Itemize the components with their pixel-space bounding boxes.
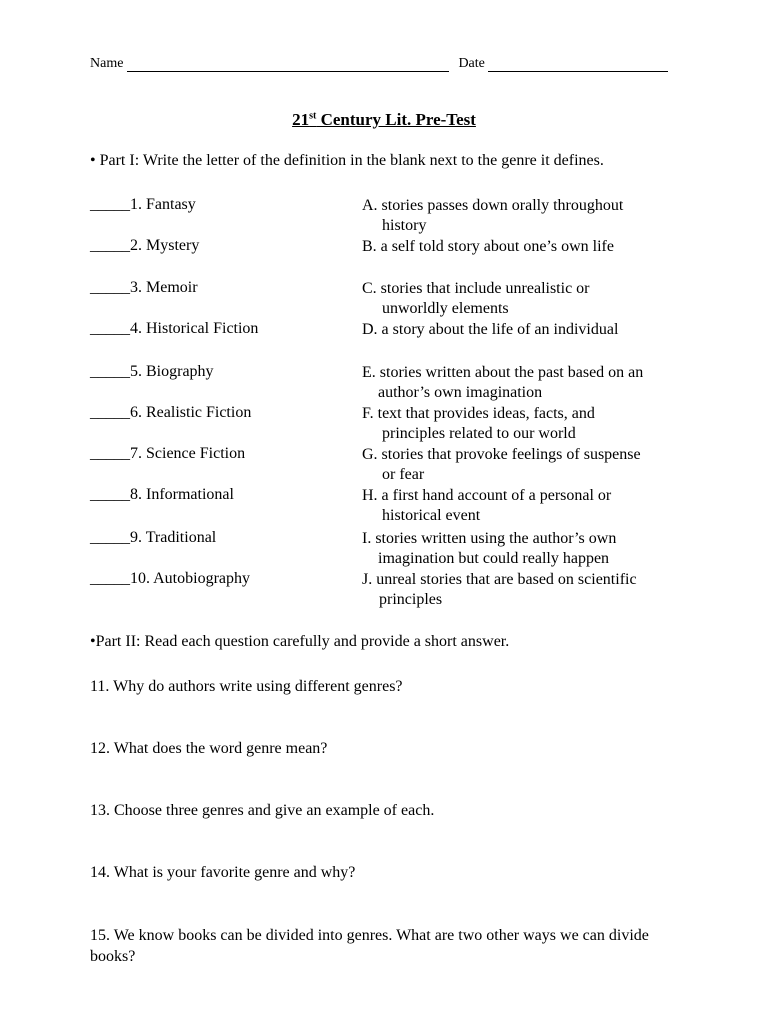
definition-item-h xyxy=(362,486,682,526)
definition-item-d xyxy=(362,320,682,340)
definition-line: I. stories written using the author’s own xyxy=(362,530,617,547)
definition-line-cont: imagination but could really happen xyxy=(378,550,610,567)
part2-instruction: •Part II: Read each question carefully and provide a short answer. xyxy=(90,633,510,650)
definition-line: H. a first hand account of a personal or xyxy=(362,487,612,504)
genre-item-8: _____8. Informational xyxy=(90,486,234,503)
definition-item-j xyxy=(362,570,682,610)
genre-item-1: _____1. Fantasy xyxy=(90,196,196,213)
definition-line: E. stories written about the past based on an xyxy=(362,364,644,381)
question-12: 12. What does the word genre mean? xyxy=(90,740,328,757)
title-number: 21 xyxy=(292,110,310,129)
genre-item-9: _____9. Traditional xyxy=(90,529,217,546)
definition-line-cont: unworldly elements xyxy=(382,300,509,317)
question-14: 14. What is your favorite genre and why? xyxy=(90,864,356,881)
title-text: Century Lit. Pre-Test xyxy=(316,110,476,129)
definition-line: B. a self told story about one’s own life xyxy=(362,238,614,255)
definition-item-c xyxy=(362,279,682,319)
genre-item-5: _____5. Biography xyxy=(90,363,214,380)
definition-line-cont: principles xyxy=(379,591,443,608)
definition-line: D. a story about the life of an individual xyxy=(362,321,619,338)
definition-line-cont: historical event xyxy=(382,507,481,524)
genre-item-3: _____3. Memoir xyxy=(90,279,198,296)
genre-item-6: _____6. Realistic Fiction xyxy=(90,404,252,421)
definition-item-g xyxy=(362,445,682,485)
question-11: 11. Why do authors write using different genres? xyxy=(90,678,403,695)
name-date-line xyxy=(90,56,690,72)
date-blank xyxy=(488,59,668,72)
page-title xyxy=(0,110,768,130)
definition-line: A. stories passes down orally throughout xyxy=(362,197,624,214)
definition-line-cont: history xyxy=(382,217,427,234)
definition-line: F. text that provides ideas, facts, and xyxy=(362,405,595,422)
question-13: 13. Choose three genres and give an example of each. xyxy=(90,802,435,819)
question-15: 15. We know books can be divided into genres. What are two other ways we can divide books? xyxy=(90,927,649,965)
part1-instruction: • Part I: Write the letter of the definition in the blank next to the genre it defines. xyxy=(90,152,604,169)
definition-item-i xyxy=(362,529,682,569)
definition-item-f xyxy=(362,404,682,444)
genre-item-4: _____4. Historical Fiction xyxy=(90,320,259,337)
date-label: Date xyxy=(458,56,485,71)
definition-line: G. stories that provoke feelings of suspense xyxy=(362,446,641,463)
genre-item-2: _____2. Mystery xyxy=(90,237,200,254)
name-blank xyxy=(127,59,449,72)
definition-line-cont: or fear xyxy=(382,466,425,483)
name-label: Name xyxy=(90,56,124,71)
definition-item-e xyxy=(362,363,682,403)
definition-item-b xyxy=(362,237,682,257)
definition-line-cont: author’s own imagination xyxy=(378,384,543,401)
definition-line: C. stories that include unrealistic or xyxy=(362,280,590,297)
title-superscript: st xyxy=(309,110,317,122)
genre-item-7: _____7. Science Fiction xyxy=(90,445,246,462)
definition-line: J. unreal stories that are based on scientific xyxy=(362,571,637,588)
genre-item-10: _____10. Autobiography xyxy=(90,570,250,587)
definition-item-a xyxy=(362,196,682,236)
definition-line-cont: principles related to our world xyxy=(382,425,576,442)
